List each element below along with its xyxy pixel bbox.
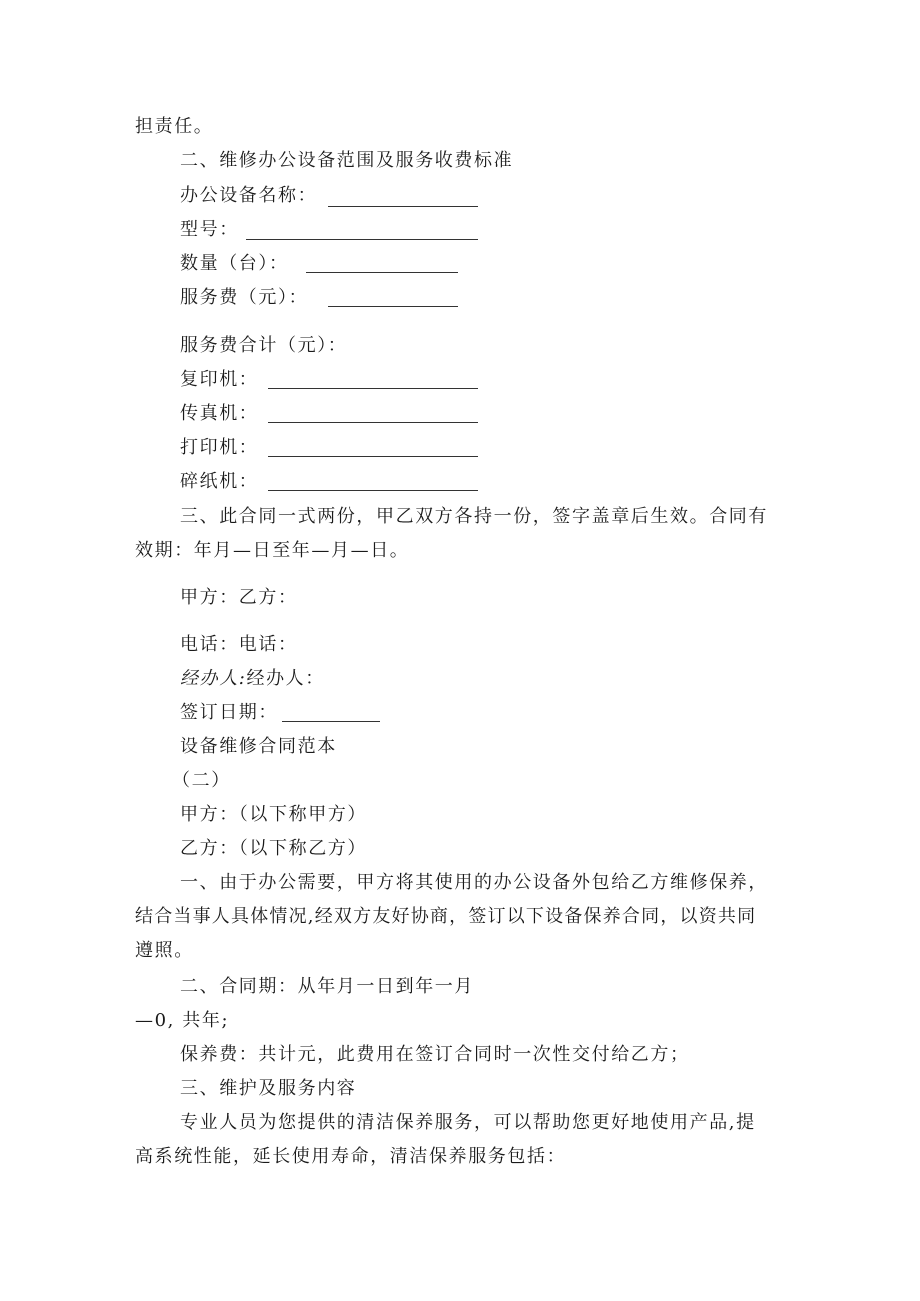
text-line: 保养费：共计元，此费用在签订合同时一次性交付给乙方； (180, 1044, 690, 1065)
blank-line (268, 422, 478, 423)
agent-label: 经办人： (246, 668, 325, 689)
agent-label-italic: 经办人: (180, 668, 247, 689)
blank-line (268, 490, 478, 491)
document-title: 设备维修合同范本 (180, 736, 337, 757)
blank-line (268, 388, 478, 389)
blank-line (246, 239, 478, 240)
blank-line (328, 206, 478, 207)
blank-line (306, 272, 458, 273)
text-line: 遵照。 (135, 940, 194, 961)
text-line: 专业人员为您提供的清洁保养服务，可以帮助您更好地使用产品,提 (180, 1112, 756, 1133)
sign-date-label: 签订日期： (180, 702, 278, 723)
field-label-fee-total: 服务费合计（元）： (180, 335, 348, 356)
text-line: 担责任。 (135, 116, 214, 137)
field-label-copier: 复印机： (180, 369, 259, 390)
blank-line (328, 306, 458, 307)
field-label-service-fee: 服务费（元）： (180, 287, 309, 308)
agent-line (180, 668, 325, 690)
party-a-line: 甲方：（以下称甲方） (180, 804, 367, 825)
blank-line (282, 721, 380, 722)
text-line: 结合当事人具体情况,经双方友好协商，签订以下设备保养合同，以资共同 (135, 906, 757, 927)
field-label-printer: 打印机： (180, 437, 259, 458)
section-heading: 二、维修办公设备范围及服务收费标准 (180, 150, 514, 171)
text-line: 效期：年月—日至年—月—日。 (135, 540, 410, 561)
text-line: 高系统性能，延长使用寿命，清洁保养服务包括： (135, 1146, 567, 1167)
field-label-quantity: 数量（台）： (180, 253, 289, 274)
section-number: （二） (172, 770, 231, 791)
section-heading: 三、维护及服务内容 (180, 1078, 357, 1099)
field-label-equipment-name: 办公设备名称： (180, 185, 318, 206)
field-label-model: 型号： (180, 219, 239, 240)
text-line: 三、此合同一式两份，甲乙双方各持一份，签字盖章后生效。合同有 (180, 506, 768, 527)
field-label-shredder: 碎纸机： (180, 471, 259, 492)
field-label-fax: 传真机： (180, 403, 259, 424)
text-line: —0, 共年; (135, 1010, 230, 1031)
text-line: 二、合同期：从年月一日到年一月 (180, 976, 474, 997)
blank-line (268, 456, 478, 457)
party-b-line: 乙方：（以下称乙方） (180, 838, 367, 859)
phone-line: 电话：电话： (180, 634, 298, 655)
party-line: 甲方：乙方： (180, 587, 298, 608)
text-line: 一、由于办公需要，甲方将其使用的办公设备外包给乙方维修保养， (180, 872, 768, 893)
